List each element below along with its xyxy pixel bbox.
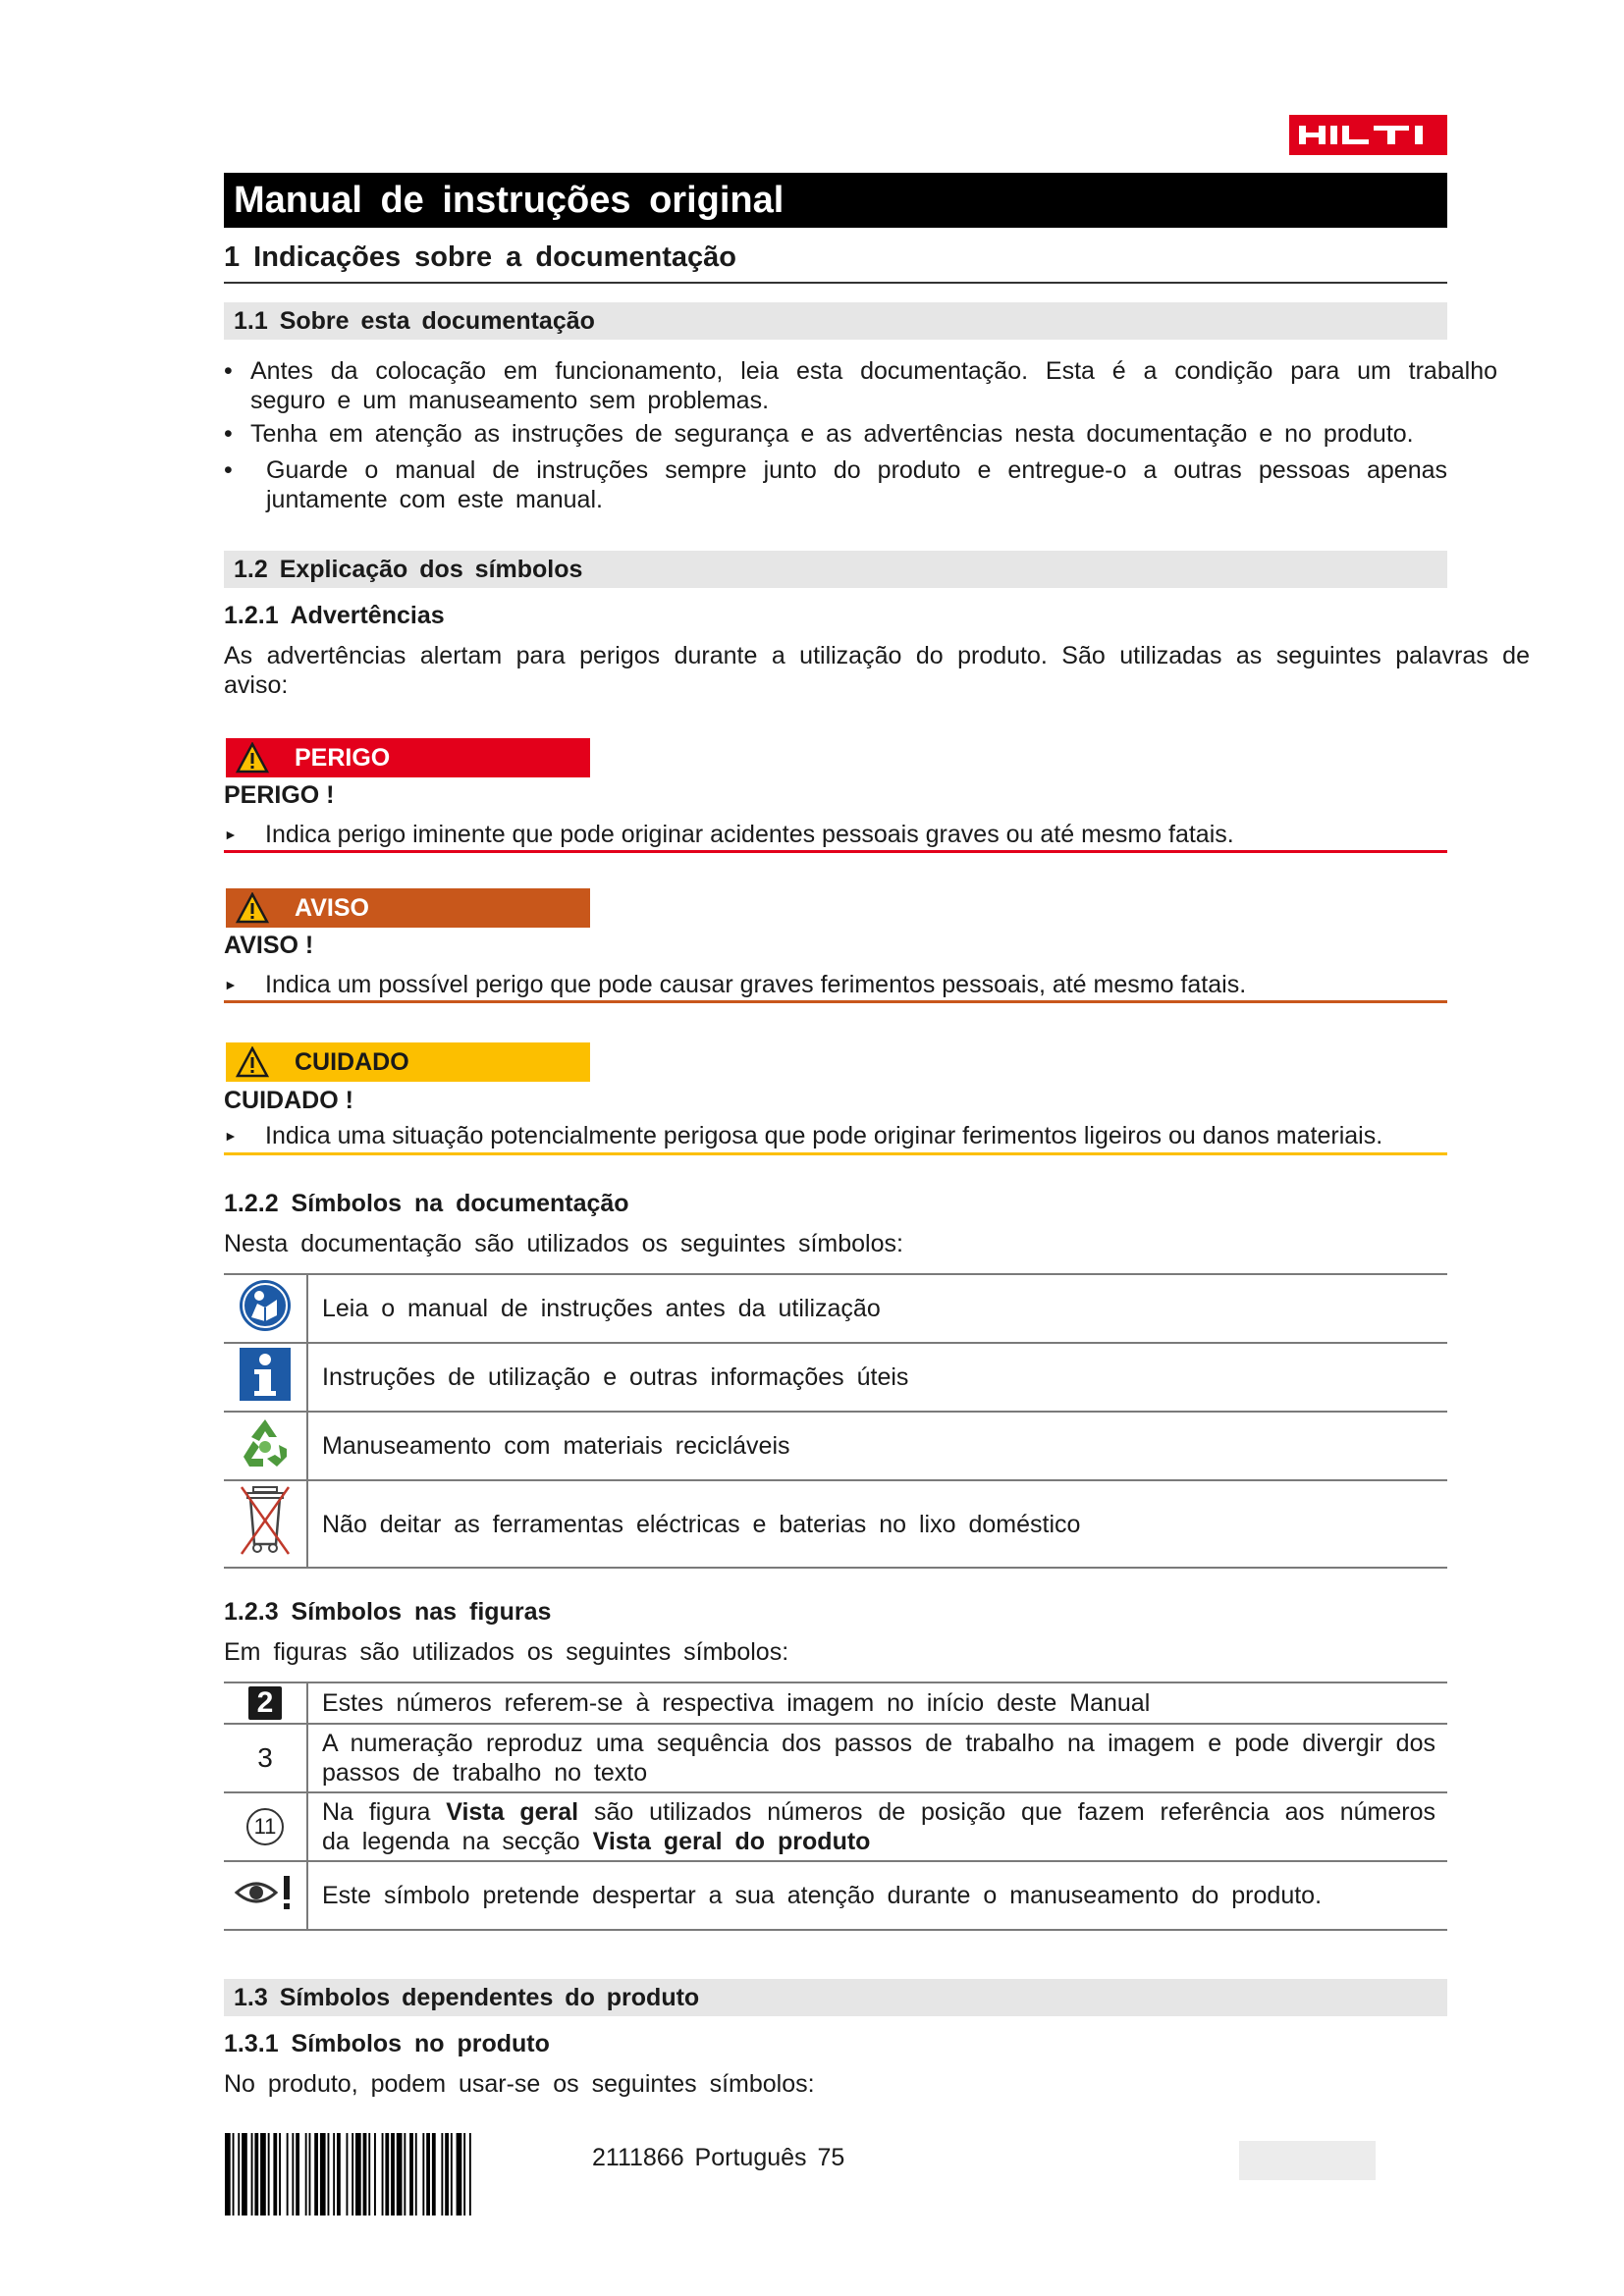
list-item: • Tenha em atenção as instruções de segurança e as advertências nesta documentação e no produto. bbox=[224, 420, 1414, 448]
paragraph: Em figuras são utilizados os seguintes símbolos: bbox=[224, 1638, 789, 1666]
barcode-bar bbox=[404, 2133, 406, 2216]
barcode-bar bbox=[463, 2133, 465, 2216]
step-number-icon: 3 bbox=[224, 1724, 307, 1792]
section-heading: 1 Indicações sobre a documentação bbox=[224, 241, 737, 273]
table-row bbox=[224, 1682, 1447, 1724]
table-row bbox=[224, 1480, 1447, 1568]
heading-1-2-1: 1.2.1 Advertências bbox=[224, 602, 445, 629]
barcode-bar bbox=[273, 2133, 277, 2216]
danger-signal-banner: PERIGO bbox=[226, 738, 590, 777]
barcode-bar bbox=[415, 2133, 417, 2216]
table-row bbox=[224, 1724, 1447, 1792]
subsection-heading-1-2: 1.2 Explicação dos símbolos bbox=[224, 551, 1447, 588]
barcode-bar bbox=[409, 2133, 413, 2216]
barcode-bar bbox=[355, 2133, 361, 2216]
barcode bbox=[225, 2133, 562, 2216]
barcode-bar bbox=[268, 2133, 270, 2216]
list-item: • Guarde o manual de instruções sempre junto do produto e entregue-o a outras pessoas apenas juntamente com este manual. bbox=[224, 456, 1447, 513]
position-number-icon: 11 bbox=[224, 1792, 307, 1861]
table-cell: Manuseamento com materiais recicláveis bbox=[307, 1412, 1447, 1480]
paragraph: As advertências alertam para perigos durante a utilização do produto. São utilizadas as seguintes palavras de aviso: bbox=[224, 642, 1530, 699]
table-cell: Leia o manual de instruções antes da utilização bbox=[307, 1274, 1447, 1343]
subsection-heading-1-1: 1.1 Sobre esta documentação bbox=[224, 302, 1447, 340]
table-row bbox=[224, 1792, 1447, 1861]
barcode-bar bbox=[279, 2133, 281, 2216]
danger-rule bbox=[224, 850, 1447, 853]
barcode-bar bbox=[397, 2133, 403, 2216]
barcode-bar bbox=[451, 2133, 453, 2216]
barcode-bar bbox=[352, 2133, 353, 2216]
barcode-bar bbox=[391, 2133, 395, 2216]
warning-triangle-icon bbox=[236, 1046, 269, 1078]
figure-symbols-table bbox=[224, 1682, 1447, 1931]
barcode-bar bbox=[251, 2133, 253, 2216]
barcode-bar bbox=[374, 2133, 376, 2216]
table-row bbox=[224, 1412, 1447, 1480]
barcode-bar bbox=[292, 2133, 294, 2216]
table-cell: Este símbolo pretende despertar a sua atenção durante o manuseamento do produto. bbox=[307, 1861, 1447, 1930]
barcode-bar bbox=[337, 2133, 341, 2216]
heading-rule bbox=[224, 282, 1447, 284]
caution-signal-banner: CUIDADO bbox=[226, 1042, 590, 1082]
caution-rule bbox=[224, 1152, 1447, 1155]
barcode-bar bbox=[469, 2133, 471, 2216]
barcode-bar bbox=[254, 2133, 258, 2216]
barcode-bar bbox=[225, 2133, 231, 2216]
heading-1-2-3: 1.2.3 Símbolos nas figuras bbox=[224, 1598, 552, 1626]
signal-word: CUIDADO ! bbox=[224, 1087, 353, 1114]
barcode-bar bbox=[309, 2133, 311, 2216]
table-row bbox=[224, 1861, 1447, 1930]
barcode-bar bbox=[441, 2133, 443, 2216]
page-marker bbox=[1239, 2141, 1376, 2180]
subsection-heading-1-3: 1.3 Símbolos dependentes do produto bbox=[224, 1979, 1447, 2016]
read-manual-icon bbox=[224, 1274, 307, 1343]
page-title: Manual de instruções original bbox=[224, 173, 1447, 228]
heading-1-3-1: 1.3.1 Símbolos no produto bbox=[224, 2030, 550, 2057]
hilti-logo bbox=[1289, 115, 1447, 155]
barcode-bar bbox=[260, 2133, 266, 2216]
table-cell: Estes números referem-se à respectiva imagem no início deste Manual bbox=[307, 1682, 1447, 1724]
barcode-bar bbox=[287, 2133, 289, 2216]
table-cell: A numeração reproduz uma sequência dos passos de trabalho na imagem e pode divergir dos passos de trabalho no texto bbox=[307, 1724, 1447, 1792]
barcode-bar bbox=[426, 2133, 430, 2216]
arrow-icon: ► bbox=[224, 1128, 238, 1144]
barcode-bar bbox=[422, 2133, 424, 2216]
info-icon bbox=[224, 1343, 307, 1412]
barcode-bar bbox=[333, 2133, 335, 2216]
arrow-icon: ► bbox=[224, 827, 238, 842]
crossed-bin-icon bbox=[224, 1480, 307, 1568]
barcode-bar bbox=[296, 2133, 299, 2216]
bullet-icon: • bbox=[224, 456, 233, 484]
barcode-bar bbox=[305, 2133, 307, 2216]
table-cell: Na figura Vista geral são utilizados números de posição que fazem referência aos números da legenda na secção Vista geral do produto bbox=[307, 1792, 1447, 1861]
barcode-bar bbox=[368, 2133, 370, 2216]
paragraph: No produto, podem usar-se os seguintes símbolos: bbox=[224, 2070, 815, 2098]
barcode-bar bbox=[242, 2133, 247, 2216]
barcode-bar bbox=[320, 2133, 326, 2216]
barcode-bar bbox=[328, 2133, 330, 2216]
barcode-bar bbox=[314, 2133, 318, 2216]
barcode-bar bbox=[347, 2133, 349, 2216]
footer-text: 2111866 Português 75 bbox=[592, 2144, 845, 2171]
barcode-bar bbox=[382, 2133, 384, 2216]
barcode-bar bbox=[363, 2133, 367, 2216]
table-row bbox=[224, 1274, 1447, 1343]
list-item: • Antes da colocação em funcionamento, leia esta documentação. Esta é a condição para um trabalho seguro e um manuseamento sem problemas. bbox=[224, 357, 1497, 414]
barcode-bar bbox=[233, 2133, 235, 2216]
bullet-icon: • bbox=[224, 420, 233, 448]
table-row bbox=[224, 1343, 1447, 1412]
recycle-icon bbox=[224, 1412, 307, 1480]
barcode-bar bbox=[457, 2133, 462, 2216]
figure-number-icon: 2 bbox=[224, 1682, 307, 1724]
warning-triangle-icon bbox=[236, 742, 269, 774]
table-cell: Instruções de utilização e outras informações úteis bbox=[307, 1343, 1447, 1412]
bullet-icon: • bbox=[224, 357, 233, 385]
signal-word: AVISO ! bbox=[224, 932, 314, 959]
warning-triangle-icon bbox=[236, 892, 269, 924]
warning-signal-banner: AVISO bbox=[226, 888, 590, 928]
documentation-symbols-table bbox=[224, 1273, 1447, 1569]
barcode-bar bbox=[385, 2133, 389, 2216]
warning-rule bbox=[224, 1000, 1447, 1003]
barcode-bar bbox=[432, 2133, 436, 2216]
barcode-bar bbox=[445, 2133, 449, 2216]
arrow-icon: ► bbox=[224, 977, 238, 992]
heading-1-2-2: 1.2.2 Símbolos na documentação bbox=[224, 1190, 629, 1217]
signal-word: PERIGO ! bbox=[224, 781, 335, 809]
paragraph: Nesta documentação são utilizados os seguintes símbolos: bbox=[224, 1230, 903, 1257]
barcode-bar bbox=[238, 2133, 240, 2216]
table-cell: Não deitar as ferramentas eléctricas e baterias no lixo doméstico bbox=[307, 1480, 1447, 1568]
eye-attention-icon bbox=[224, 1861, 307, 1930]
